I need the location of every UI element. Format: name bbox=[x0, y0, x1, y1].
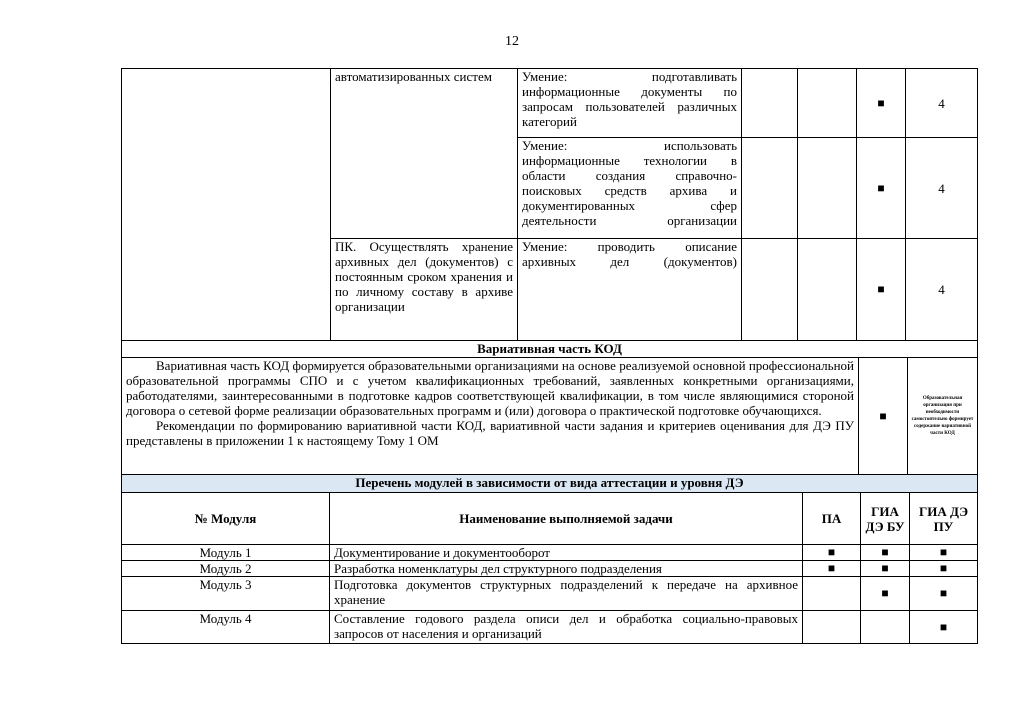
note-cell: Образовательная организация при необходимости самостоятельно формирует содержание вариативной части КОД bbox=[908, 358, 978, 475]
header-task: Наименование выполняемой задачи bbox=[330, 493, 803, 545]
module-task: Составление годового раздела описи дел и обработка социально-правовых запросов от населения и организаций bbox=[330, 611, 803, 644]
variative-paragraph: Вариативная часть КОД формируется образовательными организациями на основе реализуемой основной профессиональной образовательной программы СПО и с учетом квалификационных требований, заявленных конкретными организациями, работодателями, заинтересованными в подготовке кадров соответствующей квалификации, в том числе являющимися стороной договора о сетевой форме реализации образовательных программ и (или) договора о практической подготовке обучающихся. bbox=[126, 358, 854, 418]
empty-cell bbox=[742, 138, 798, 239]
empty-cell bbox=[798, 239, 857, 341]
competence-cell: автоматизированных систем bbox=[331, 69, 518, 239]
skill-cell: Умение: подготавливать информационные документы по запросам пользователей различных категорий bbox=[518, 69, 742, 138]
pa-mark: ■ bbox=[803, 545, 861, 561]
gia-pu-mark: ■ bbox=[910, 611, 978, 644]
empty-cell bbox=[798, 69, 857, 138]
section-heading: Вариативная часть КОД bbox=[122, 341, 978, 358]
module-task: Разработка номенклатуры дел структурного подразделения bbox=[330, 561, 803, 577]
variative-paragraph: Рекомендации по формированию вариативной части КОД, вариативной части задания и критериев оценивания для ДЭ ПУ представлены в приложении 1 к настоящему Тому 1 ОМ bbox=[126, 418, 854, 448]
skill-cell: Умение: проводить описание архивных дел (документов) bbox=[518, 239, 742, 341]
table-row bbox=[122, 545, 978, 561]
module-number: Модуль 4 bbox=[122, 611, 330, 644]
gia-bu-mark: ■ bbox=[861, 577, 910, 611]
gia-pu-mark: ■ bbox=[910, 561, 978, 577]
empty-cell bbox=[122, 69, 331, 341]
check-mark: ■ bbox=[857, 69, 906, 138]
score-cell: 4 bbox=[906, 138, 978, 239]
check-mark: ■ bbox=[857, 239, 906, 341]
pa-mark bbox=[803, 611, 861, 644]
variative-text bbox=[122, 358, 859, 475]
table-row bbox=[122, 611, 978, 644]
skill-cell: Умение: использовать информационные технологии в области создания справочно-поисковых средств архива и документированных сфер деятельности организации bbox=[518, 138, 742, 239]
gia-bu-mark: ■ bbox=[861, 545, 910, 561]
module-task: Документирование и документооборот bbox=[330, 545, 803, 561]
gia-bu-mark: ■ bbox=[861, 561, 910, 577]
empty-cell bbox=[798, 138, 857, 239]
table-header-row bbox=[122, 493, 978, 545]
check-mark: ■ bbox=[857, 138, 906, 239]
header-module: № Модуля bbox=[122, 493, 330, 545]
competence-cell: ПК. Осуществлять хранение архивных дел (документов) с постоянным сроком хранения и по личному составу в архиве организации bbox=[331, 239, 518, 341]
variative-table bbox=[121, 357, 978, 493]
page-number: 12 bbox=[505, 34, 519, 49]
table-row bbox=[122, 577, 978, 611]
pa-mark bbox=[803, 577, 861, 611]
module-task: Подготовка документов структурных подразделений к передаче на архивное хранение bbox=[330, 577, 803, 611]
table-row bbox=[122, 341, 978, 358]
module-number: Модуль 1 bbox=[122, 545, 330, 561]
competence-table bbox=[121, 68, 978, 358]
section-heading: Перечень модулей в зависимости от вида аттестации и уровня ДЭ bbox=[122, 475, 978, 493]
score-cell: 4 bbox=[906, 69, 978, 138]
table-row bbox=[122, 69, 978, 138]
module-number: Модуль 3 bbox=[122, 577, 330, 611]
gia-pu-mark: ■ bbox=[910, 545, 978, 561]
gia-pu-mark: ■ bbox=[910, 577, 978, 611]
modules-table bbox=[121, 492, 978, 644]
header-pa: ПА bbox=[803, 493, 861, 545]
empty-cell bbox=[742, 239, 798, 341]
empty-cell bbox=[742, 69, 798, 138]
table-row bbox=[122, 358, 978, 475]
score-cell: 4 bbox=[906, 239, 978, 341]
pa-mark: ■ bbox=[803, 561, 861, 577]
header-gia-bu: ГИА ДЭ БУ bbox=[861, 493, 910, 545]
check-mark: ■ bbox=[859, 358, 908, 475]
gia-bu-mark bbox=[861, 611, 910, 644]
header-gia-pu: ГИА ДЭ ПУ bbox=[910, 493, 978, 545]
module-number: Модуль 2 bbox=[122, 561, 330, 577]
table-row bbox=[122, 561, 978, 577]
table-row bbox=[122, 475, 978, 493]
